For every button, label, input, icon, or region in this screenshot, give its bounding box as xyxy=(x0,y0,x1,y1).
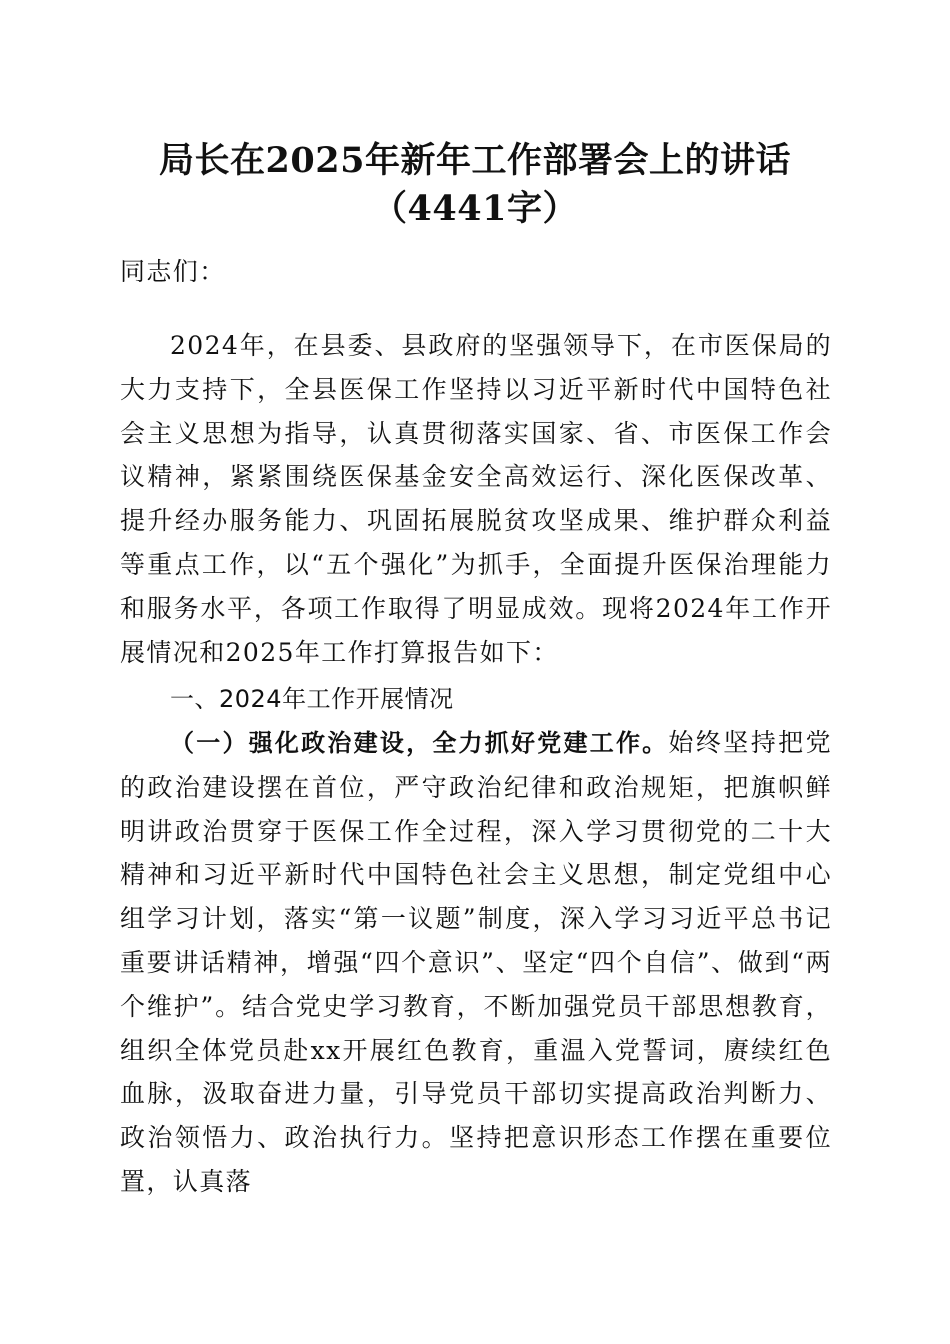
document-title: 局长在2025年新年工作部署会上的讲话 xyxy=(159,140,791,181)
paragraph-lead-sentence: （一）强化政治建设，全力抓好党建工作。 xyxy=(170,729,669,757)
salutation: 同志们： xyxy=(120,257,226,286)
section-heading-1: 一、2024年工作开展情况 xyxy=(170,685,454,713)
paragraph-intro: 2024年，在县委、县政府的坚强领导下，在市医保局的大力支持下，全县医保工作坚持以习近平新时代中国特色社会主义思想为指导，认真贯彻落实国家、省、市医保工作会议精神，紧紧围绕医保基金安全高效运行、深化医保改革、提升经办服务能力、巩固拓展脱贫攻坚成果、维护群众利益等重点工作，以“五个强化”为抓手，全面提升医保治理能力和服务水平，各项工作取得了明显成效。现将2024年工作开展情况和2025年工作打算报告如下： xyxy=(120,331,832,667)
paragraph-body: 始终坚持把党的政治建设摆在首位，严守政治纪律和政治规矩，把旗帜鲜明讲政治贯穿于医保工作全过程，深入学习贯彻党的二十大精神和习近平新时代中国特色社会主义思想，制定党组中心组学习计划，落实“第一议题”制度，深入学习习近平总书记重要讲话精神，增强“四个意识”、坚定“四个自信”、做到“两个维护”。结合党史学习教育，不断加强党员干部思想教育，组织全体党员赴xx开展红色教育，重温入党誓词，赓续红色血脉，汲取奋进力量，引导党员干部切实提高政治判断力、政治领悟力、政治执行力。坚持把意识形态工作摆在重要位置，认真落 xyxy=(120,728,832,1196)
paragraph-section-1-1 xyxy=(120,721,832,1204)
document-title-word-count: （4441字） xyxy=(372,188,578,229)
